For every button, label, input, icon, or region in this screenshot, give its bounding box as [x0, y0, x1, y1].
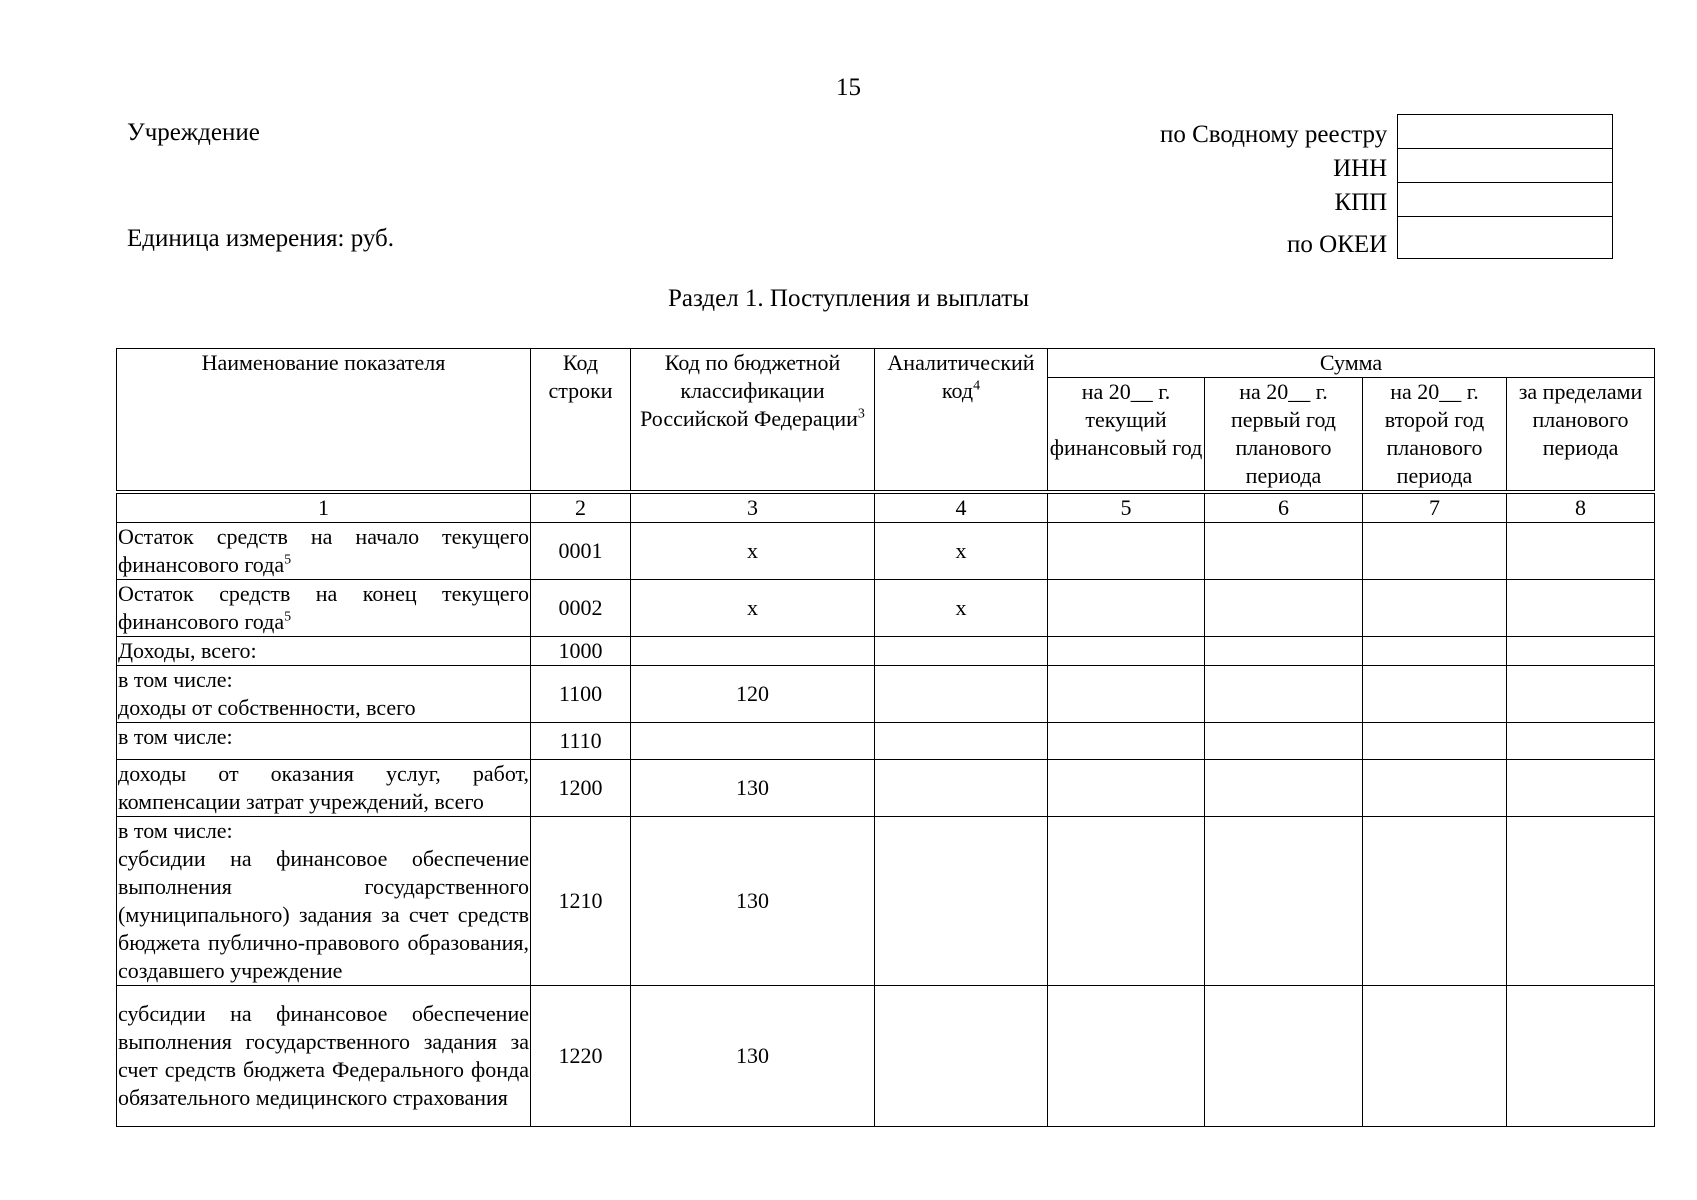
sum-cell[interactable]	[1205, 986, 1363, 1127]
page-number: 15	[836, 74, 861, 101]
inn-field[interactable]	[1398, 149, 1613, 183]
col-number: 7	[1363, 494, 1507, 523]
sum-cell[interactable]	[1507, 723, 1655, 760]
col-number: 5	[1048, 494, 1205, 523]
kpp-label: КПП	[1334, 188, 1388, 216]
sum-cell[interactable]	[1205, 723, 1363, 760]
sum-cell[interactable]	[1205, 666, 1363, 723]
row-analytic-code	[875, 666, 1048, 723]
col-header-analytic-code: Аналитический код$^4$	[875, 349, 1048, 491]
sum-cell[interactable]	[1048, 986, 1205, 1127]
unit-label: Единица измерения: руб.	[127, 225, 395, 252]
sum-cell[interactable]	[1048, 580, 1205, 637]
sum-cell[interactable]	[1507, 580, 1655, 637]
sum-cell[interactable]	[1363, 580, 1507, 637]
row-budget-code: x	[631, 523, 875, 580]
sum-cell[interactable]	[1048, 666, 1205, 723]
row-analytic-code	[875, 986, 1048, 1127]
sum-cell[interactable]	[1205, 523, 1363, 580]
sum-cell[interactable]	[1363, 523, 1507, 580]
okei-field[interactable]	[1398, 217, 1613, 259]
receipts-payments-table	[116, 348, 1655, 1127]
col-header-sum-second-plan-year: на 20__ г. второй год планового периода	[1363, 378, 1507, 491]
sum-cell[interactable]	[1363, 817, 1507, 986]
sum-cell[interactable]	[1507, 666, 1655, 723]
col-header-code: Код строки	[531, 349, 631, 491]
row-budget-code: 120	[631, 666, 875, 723]
row-name: доходы от оказания услуг, работ, компенсации затрат учреждений, всего	[117, 760, 531, 817]
sum-cell[interactable]	[1205, 637, 1363, 666]
column-numbers-row	[117, 494, 1655, 523]
sum-cell[interactable]	[1048, 637, 1205, 666]
row-analytic-code	[875, 760, 1048, 817]
sum-cell[interactable]	[1363, 666, 1507, 723]
row-name: Остаток средств на конец текущего финансового года$^5$	[117, 580, 531, 637]
table-row	[117, 637, 1655, 666]
table-row	[117, 523, 1655, 580]
col-number: 1	[117, 494, 531, 523]
sum-cell[interactable]	[1205, 580, 1363, 637]
row-budget-code: 130	[631, 986, 875, 1127]
sum-cell[interactable]	[1507, 637, 1655, 666]
sum-cell[interactable]	[1048, 760, 1205, 817]
col-number: 8	[1507, 494, 1655, 523]
okei-label: по ОКЕИ	[1287, 230, 1388, 258]
row-name: в том числе: субсидии на финансовое обеспечение выполнения государственного (муниципального) задания за счет средств бюджета публично-правового образования, создавшего учреждение	[117, 817, 531, 986]
inn-label: ИНН	[1333, 154, 1388, 182]
row-code: 1220	[531, 986, 631, 1127]
sum-cell[interactable]	[1363, 637, 1507, 666]
col-header-sum-current-year: на 20__ г. текущий финансовый год	[1048, 378, 1205, 491]
row-analytic-code	[875, 723, 1048, 760]
row-analytic-code	[875, 817, 1048, 986]
row-budget-code: 130	[631, 817, 875, 986]
sum-cell[interactable]	[1507, 817, 1655, 986]
row-budget-code: 130	[631, 760, 875, 817]
sum-cell[interactable]	[1507, 986, 1655, 1127]
row-name: Доходы, всего:	[117, 637, 531, 666]
table-row	[117, 723, 1655, 760]
row-name: Остаток средств на начало текущего финансового года$^5$	[117, 523, 531, 580]
kpp-field[interactable]	[1398, 183, 1613, 217]
col-header-budget-code: Код по бюджетной классификации Российской Федерации$^3$	[631, 349, 875, 491]
row-analytic-code: x	[875, 580, 1048, 637]
row-code: 1110	[531, 723, 631, 760]
col-number: 3	[631, 494, 875, 523]
table-row	[117, 986, 1655, 1127]
row-code: 0001	[531, 523, 631, 580]
row-name: в том числе:	[117, 723, 531, 760]
sum-cell[interactable]	[1048, 723, 1205, 760]
col-number: 6	[1205, 494, 1363, 523]
row-budget-code	[631, 637, 875, 666]
row-analytic-code: x	[875, 523, 1048, 580]
sum-cell[interactable]	[1363, 723, 1507, 760]
table-row	[117, 760, 1655, 817]
row-code: 1100	[531, 666, 631, 723]
col-number: 4	[875, 494, 1048, 523]
row-code: 1000	[531, 637, 631, 666]
registry-label: по Сводному реестру	[1160, 120, 1388, 148]
sum-cell[interactable]	[1507, 760, 1655, 817]
row-code: 0002	[531, 580, 631, 637]
row-budget-code: x	[631, 580, 875, 637]
col-header-sum: Сумма	[1048, 349, 1655, 378]
sum-cell[interactable]	[1507, 523, 1655, 580]
row-code: 1200	[531, 760, 631, 817]
sum-cell[interactable]	[1205, 760, 1363, 817]
row-code: 1210	[531, 817, 631, 986]
table-row	[117, 580, 1655, 637]
row-name: субсидии на финансовое обеспечение выполнения государственного задания за счет средств бюджета Федерального фонда обязательного медицинского страхования	[117, 986, 531, 1127]
col-header-sum-first-plan-year: на 20__ г. первый год планового периода	[1205, 378, 1363, 491]
sum-cell[interactable]	[1205, 817, 1363, 986]
col-header-sum-beyond-plan: за пределами планового периода	[1507, 378, 1655, 491]
sum-cell[interactable]	[1048, 817, 1205, 986]
col-header-name: Наименование показателя	[117, 349, 531, 491]
table-row	[117, 666, 1655, 723]
section-title: Раздел 1. Поступления и выплаты	[667, 285, 1030, 312]
sum-cell[interactable]	[1363, 760, 1507, 817]
row-analytic-code	[875, 637, 1048, 666]
table-row	[117, 817, 1655, 986]
registry-code-field[interactable]	[1398, 115, 1613, 149]
registry-codes-table	[1160, 114, 1613, 259]
institution-label: Учреждение	[127, 119, 260, 146]
sum-cell[interactable]	[1363, 986, 1507, 1127]
col-number: 2	[531, 494, 631, 523]
row-budget-code	[631, 723, 875, 760]
row-name: в том числе: доходы от собственности, всего	[117, 666, 531, 723]
sum-cell[interactable]	[1048, 523, 1205, 580]
